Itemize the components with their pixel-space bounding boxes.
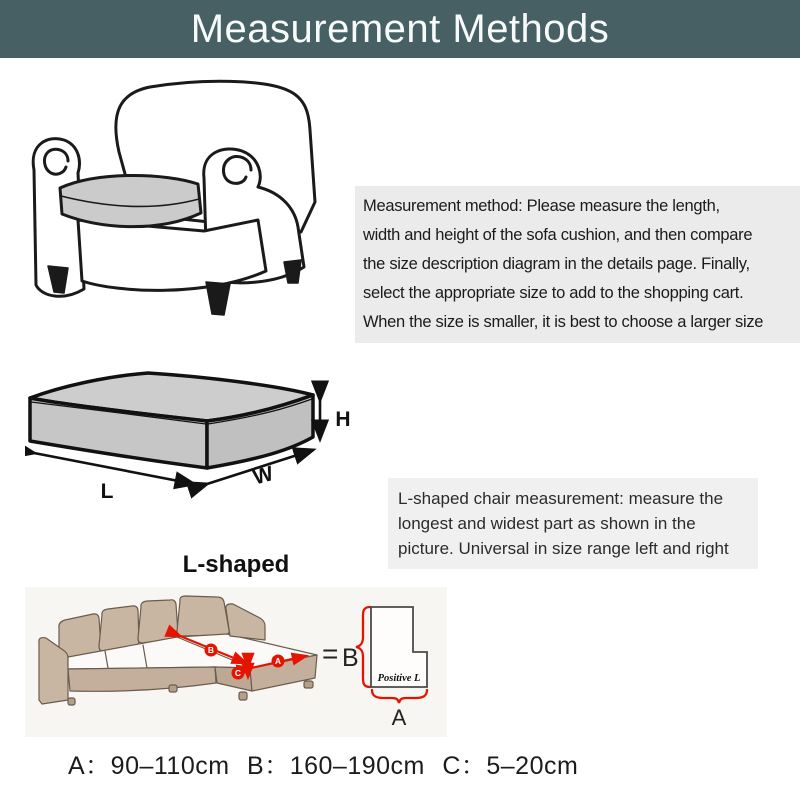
width-label: W: [250, 462, 276, 490]
armchair-seat-front: [78, 220, 266, 290]
sectional-sofa-illustration: [25, 590, 320, 723]
text-line: L-shaped chair measurement: measure the: [398, 489, 724, 508]
sofa-foot-2: [169, 685, 177, 692]
length-label: L: [100, 480, 114, 503]
text-line: When the size is smaller, it is best to choose a larger size: [363, 313, 764, 331]
sofa-back-cushion-2: [99, 606, 139, 651]
text-line: picture. Universal in size range left and right: [398, 539, 729, 558]
sofa-chaise-arm: [226, 604, 265, 640]
a-dimension-label: A: [391, 705, 407, 730]
size-range-c: C：5–20cm: [442, 752, 579, 780]
sofa-foot-1: [68, 698, 75, 705]
text-line: Measurement method: Please measure the length,: [363, 197, 720, 215]
lshape-panel: [25, 587, 447, 737]
badge-b-label: B: [207, 645, 215, 655]
armchair-illustration: [8, 70, 348, 350]
positive-l-label: Positive L: [377, 673, 421, 684]
b-dimension-label: B: [342, 644, 359, 672]
measurement-method-text: [355, 186, 800, 343]
size-range-a: A：90–110cm: [68, 752, 230, 780]
sofa-back-cushion-4: [177, 596, 229, 636]
sofa-foot-3: [239, 692, 247, 700]
page-title: Measurement Methods: [190, 6, 610, 51]
badge-a-label: A: [274, 656, 282, 666]
header-band: [0, 0, 800, 58]
sofa-foot-4: [304, 681, 313, 688]
lshape-heading: L-shaped: [182, 551, 290, 578]
armchair-leg-front-right: [206, 282, 230, 315]
sofa-back-cushion-3: [138, 600, 178, 643]
badge-c-label: C: [234, 668, 242, 678]
equals-sign: =: [322, 638, 339, 669]
a-curly-brace: [372, 690, 427, 703]
size-range-b: B：160–190cm: [247, 752, 425, 780]
armchair-leg-back-right: [284, 260, 301, 283]
positive-l-diagram: [320, 585, 447, 737]
cushion-dimension-diagram: [25, 358, 360, 508]
text-line: longest and widest part as shown in the: [398, 514, 696, 533]
sofa-base-front: [68, 667, 216, 691]
text-line: width and height of the sofa cushion, and then compare: [363, 226, 753, 244]
size-ranges: [68, 746, 588, 782]
height-label: H: [335, 408, 351, 431]
text-line: the size description diagram in the details page. Finally,: [363, 255, 750, 273]
text-line: select the appropriate size to add to the shopping cart.: [363, 284, 744, 302]
b-curly-brace: [356, 607, 370, 687]
